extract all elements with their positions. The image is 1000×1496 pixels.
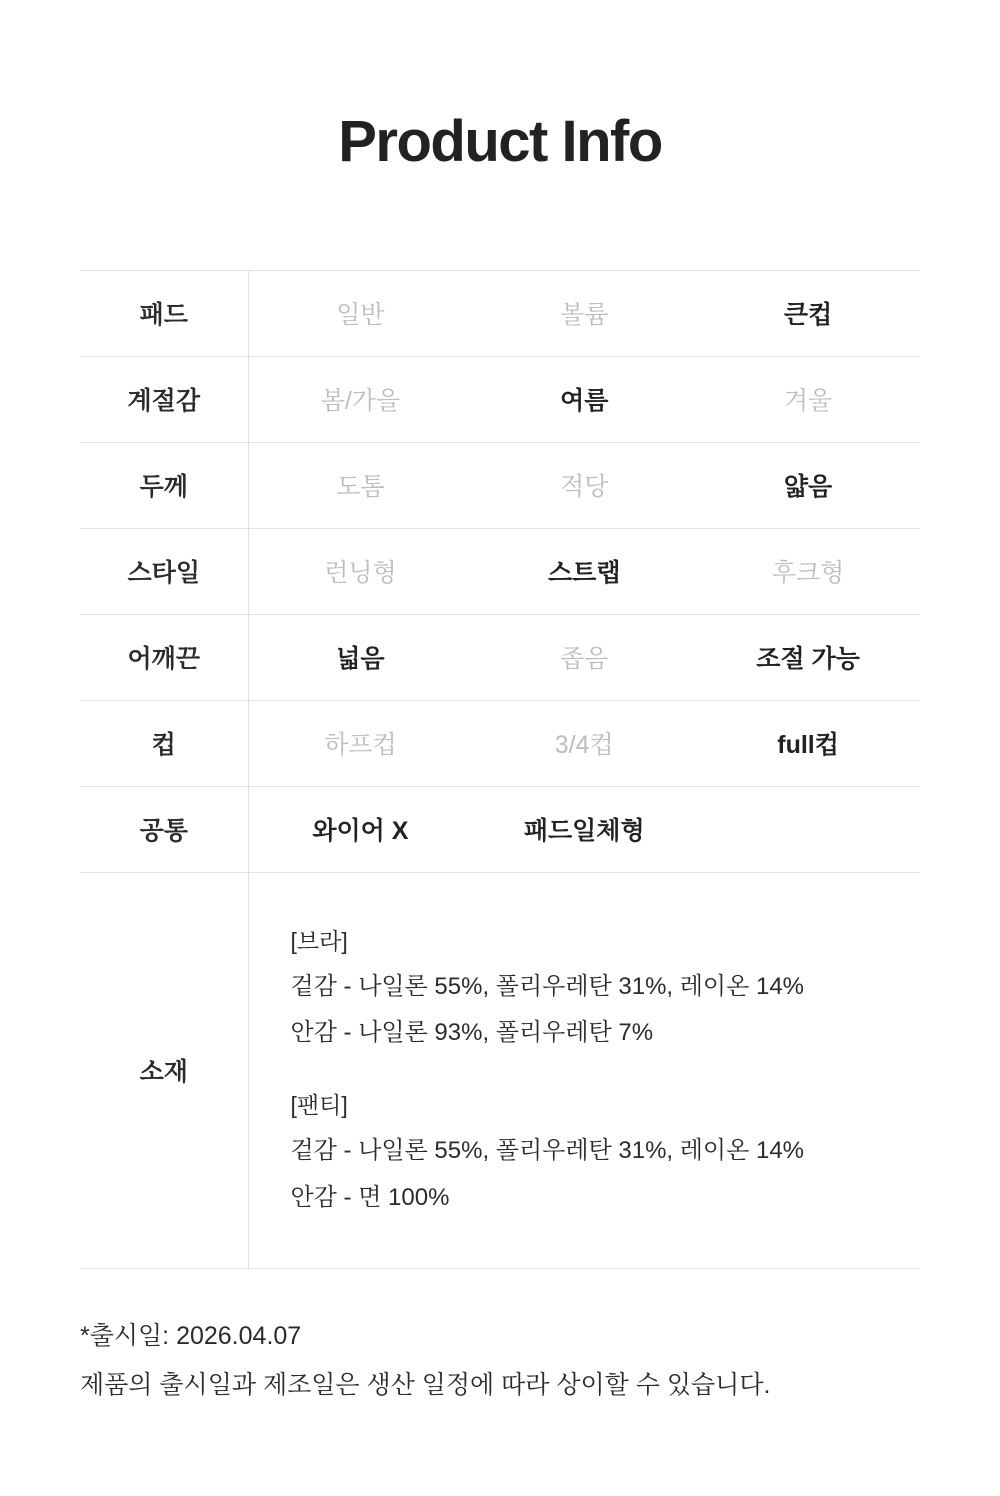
row-label-pad: 패드 [80, 270, 248, 356]
table-row [80, 270, 920, 356]
row-options-common [248, 786, 920, 872]
table-row [80, 614, 920, 700]
option-item-selected: 와이어 X [312, 817, 409, 846]
option-item-selected[interactable]: 얇음 [783, 473, 833, 502]
option-item-selected[interactable]: 스트랩 [548, 559, 621, 588]
option-item-selected[interactable]: 조절 가능 [756, 645, 860, 674]
material-line: 안감 - 나일론 93%, 폴리우레탄 7% [290, 1019, 654, 1047]
option-item[interactable]: 볼륨 [560, 301, 609, 330]
option-item[interactable]: 일반 [336, 301, 385, 330]
option-item[interactable]: 봄/가을 [320, 387, 401, 416]
row-label-common: 공통 [80, 786, 248, 872]
row-options-pad [248, 270, 920, 356]
row-options-strap [248, 614, 920, 700]
manufacture-notice: 제품의 출시일과 제조일은 생산 일정에 따라 상이할 수 있습니다. [80, 1371, 771, 1400]
row-options-cup [248, 700, 920, 786]
option-item[interactable]: 하프컵 [324, 731, 397, 760]
row-label-strap: 어깨끈 [80, 614, 248, 700]
row-label-season: 계절감 [80, 356, 248, 442]
option-item[interactable]: 후크형 [771, 559, 845, 588]
table-row [80, 442, 920, 528]
page-title: Product Info [338, 109, 662, 174]
option-item[interactable]: 런닝형 [324, 559, 397, 588]
option-item[interactable]: 도톰 [336, 473, 385, 502]
row-content-material [248, 872, 920, 1268]
table-row [80, 356, 920, 442]
product-spec-table [80, 270, 920, 1269]
option-item[interactable]: 좁음 [560, 645, 609, 674]
material-line: 겉감 - 나일론 55%, 폴리우레탄 31%, 레이온 14% [290, 1137, 805, 1165]
row-label-material: 소재 [80, 872, 248, 1268]
release-date-note: *출시일: 2026.04.07 [80, 1321, 302, 1350]
option-item-selected[interactable]: 여름 [560, 387, 609, 416]
row-options-thickness [248, 442, 920, 528]
option-item[interactable]: 적당 [560, 473, 609, 502]
option-item[interactable]: 3/4컵 [554, 731, 614, 760]
material-group-panty [291, 1083, 921, 1221]
table-row [80, 700, 920, 786]
footnotes [80, 1315, 920, 1409]
table-row [80, 528, 920, 614]
row-label-style: 스타일 [80, 528, 248, 614]
option-item-selected: 패드일체형 [523, 817, 645, 846]
table-row [80, 786, 920, 872]
material-line: 안감 - 면 100% [290, 1183, 450, 1211]
material-group-bra [291, 919, 921, 1057]
row-options-season [248, 356, 920, 442]
option-item[interactable]: 겨울 [783, 387, 833, 416]
material-group-heading: [팬티] [290, 1092, 348, 1119]
option-item-selected[interactable]: 큰컵 [783, 301, 833, 330]
material-group-heading: [브라] [290, 927, 348, 954]
option-item-selected[interactable]: 넓음 [336, 645, 385, 674]
option-item-selected[interactable]: full컵 [777, 731, 839, 760]
material-line: 겉감 - 나일론 55%, 폴리우레탄 31%, 레이온 14% [290, 972, 805, 1000]
row-label-thickness: 두께 [80, 442, 248, 528]
row-options-style [248, 528, 920, 614]
table-row-material [80, 872, 920, 1268]
row-label-cup: 컵 [80, 700, 248, 786]
